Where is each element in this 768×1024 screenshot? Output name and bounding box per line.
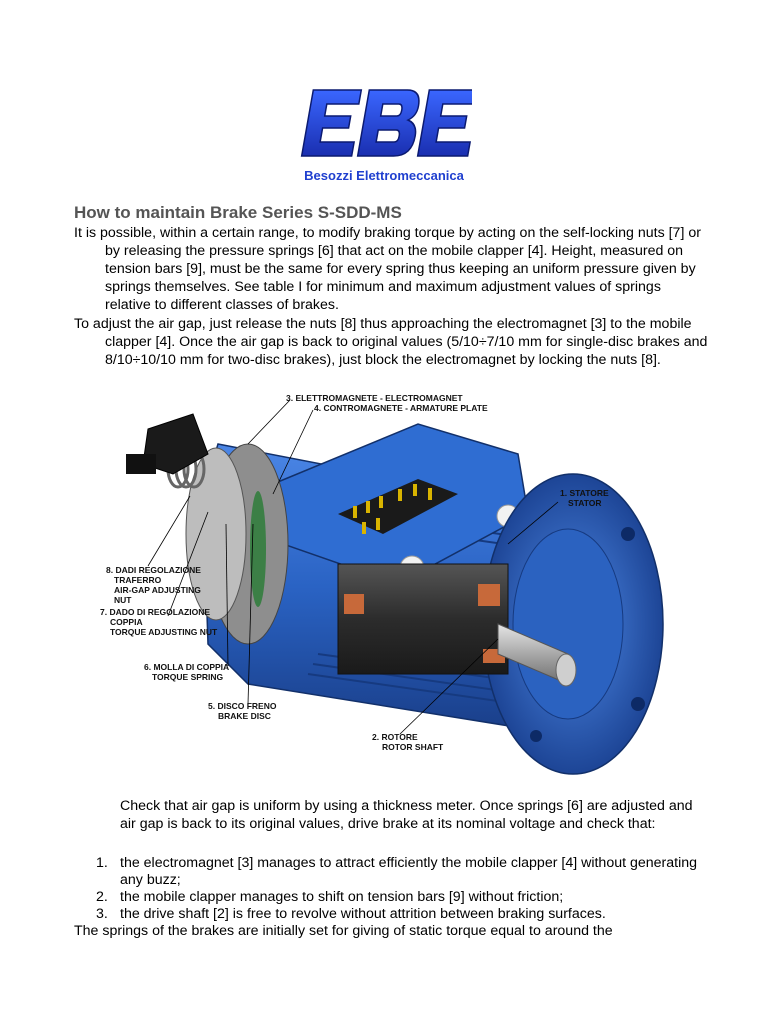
label-brake-disc-it: 5. DISCO FRENO <box>208 701 277 711</box>
label-torque-nut-en: TORQUE ADJUSTING NUT <box>110 627 218 637</box>
label-airgap-nut-en2: NUT <box>114 595 132 605</box>
paragraph-air-gap-adjustment: To adjust the air gap, just release the nuts [8] thus approaching the electromagnet [3] to the mobile clapper [4]. Once the air gap is back to original values (5/10÷7/10 mm for single-disc brakes and 8/10÷10/10 mm for two-disc brakes), just block the electromagnet by locking the nuts [8]. <box>74 316 708 368</box>
label-stator-it: 1. STATORE <box>560 488 609 498</box>
label-airgap-nut-it: 8. DADI REGOLAZIONE <box>106 565 201 575</box>
label-airgap-nut-it2: TRAFERRO <box>114 575 162 585</box>
check-list <box>74 855 714 923</box>
list-item-text: the drive shaft [2] is free to revolve without attrition between braking surfaces. <box>120 906 606 922</box>
paragraph-torque-adjustment: It is possible, within a certain range, to modify braking torque by acting on the self-locking nuts [7] or by releasing the pressure springs [6] that act on the mobile clapper [4]. Height, measured on tension bars [9], must be the same for every spring thus keeping an uniform pressure given by springs themselves. See table I for minimum and maximum adjustment values of springs relative to different classes of brakes. <box>74 225 701 313</box>
page-title: How to maintain Brake Series S-SDD-MS <box>74 203 402 222</box>
list-item <box>74 889 714 906</box>
label-electromagnet: 3. ELETTROMAGNETE - ELECTROMAGNET <box>286 393 463 403</box>
logo-company-name: Besozzi Elettromeccanica <box>304 168 464 183</box>
closing-paragraph: The springs of the brakes are initially set for giving of static torque equal to around the <box>74 923 613 939</box>
label-torque-nut-it: 7. DADO DI REGOLAZIONE <box>100 607 211 617</box>
label-torque-spring-en: TORQUE SPRING <box>152 672 224 682</box>
label-brake-disc-en: BRAKE DISC <box>218 711 271 721</box>
label-rotor-it: 2. ROTORE <box>372 732 418 742</box>
label-rotor-en: ROTOR SHAFT <box>382 742 444 752</box>
list-item-number: 3. <box>96 906 108 922</box>
brake-motor-illustration <box>98 384 670 796</box>
label-torque-nut-it2: COPPIA <box>110 617 143 627</box>
stator <box>338 564 508 674</box>
list-item-number: 2. <box>96 889 108 905</box>
list-item <box>74 906 714 923</box>
list-item <box>74 855 714 889</box>
ebe-logo <box>296 86 472 186</box>
list-item-text: the electromagnet [3] manages to attract efficiently the mobile clapper [4] without generating any buzz; <box>120 855 698 888</box>
list-item-text: the mobile clapper manages to shift on tension bars [9] without friction; <box>120 889 564 905</box>
label-torque-spring-it: 6. MOLLA DI COPPIA <box>144 662 230 672</box>
list-item-number: 1. <box>96 855 108 871</box>
label-armature-plate: 4. CONTROMAGNETE - ARMATURE PLATE <box>314 403 488 413</box>
label-airgap-nut-en: AIR-GAP ADJUSTING <box>114 585 201 595</box>
check-paragraph: Check that air gap is uniform by using a thickness meter. Once springs [6] are adjusted and air gap is back to its original values, drive brake at its nominal voltage and check that: <box>120 798 693 832</box>
label-stator-en: STATOR <box>568 498 602 508</box>
